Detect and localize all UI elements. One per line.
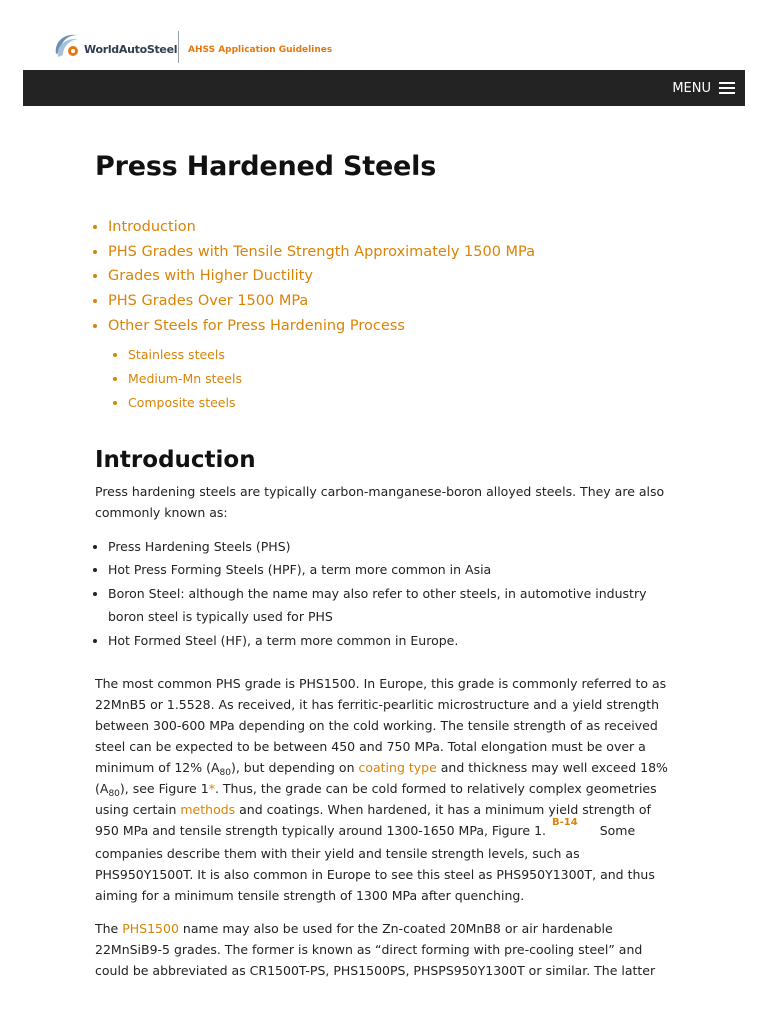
text-run: and coatings. When hardened, it has a minimum yield strength of 950 MPa and tensile strength typically around 1300-1650 MPa, Figure 1. bbox=[95, 802, 651, 839]
text-run: . Thus, the grade can be cold formed to relatively complex geometries using certain bbox=[95, 781, 657, 818]
list-item: • Press Hardening Steels (PHS) bbox=[108, 535, 675, 559]
toc-item bbox=[108, 264, 675, 289]
logo-text: WorldAutoSteel bbox=[84, 43, 178, 56]
toc-item bbox=[108, 215, 675, 240]
hamburger-icon bbox=[719, 82, 735, 94]
intro-paragraph: Press hardening steels are typically carbon-manganese-boron alloyed steels. They are also commonly known as: bbox=[95, 483, 665, 520]
body-paragraph-phs1500 bbox=[95, 673, 675, 906]
text-run: name may also be used for the Zn-coated 20MnB8 or air hardenable 22MnSiB9-5 grades. The former is known as “direct forming with pre-cooling steel” and could be abbreviated as CR1500T-PS, PHS1500PS, PHSPS950Y1300T or similar. The latter bbox=[95, 921, 656, 979]
phs-names-list bbox=[95, 535, 675, 653]
text-run: The most common PHS grade is PHS1500. In Europe, this grade is commonly referred to as 22MnB5 or 1.5528. As received, it has ferritic-pearlitic microstructure and a yield strength between 300-600 MPa depending on the cold working. The tensile strength of as received steel can be expected to be between 450 and 750 MPa. Total elongation must be over a minimum of 12% (A bbox=[95, 676, 667, 776]
toc-item bbox=[108, 314, 675, 415]
toc-item bbox=[108, 289, 675, 314]
methods-link[interactable]: methods bbox=[180, 802, 236, 818]
reference-link-b14[interactable]: B-14 bbox=[552, 817, 578, 829]
figure-footnote-link[interactable]: * bbox=[208, 781, 215, 797]
text-run: Some companies describe them with their yield and tensile strength levels, such as PHS950Y1500T. It is also common in Europe to see this steel as PHS950Y1300T, and thus aiming for a minimum tensile strength of 1300 MPa after quenching. bbox=[95, 823, 655, 904]
body-paragraph-variants bbox=[95, 918, 675, 981]
toc-subitem bbox=[128, 391, 675, 415]
toc-subitem bbox=[128, 343, 675, 367]
toc-link-other-steels[interactable]: Other Steels for Press Hardening Process bbox=[108, 317, 405, 334]
text-run: The bbox=[95, 921, 123, 937]
toc-link-stainless[interactable]: Stainless steels bbox=[128, 346, 225, 362]
subscript: 80 bbox=[108, 789, 120, 800]
toc-subitem bbox=[128, 367, 675, 391]
subscript: 80 bbox=[219, 768, 231, 779]
toc-link-composite[interactable]: Composite steels bbox=[128, 394, 236, 410]
section-heading-introduction: Introduction bbox=[95, 446, 256, 473]
page-title: Press Hardened Steels bbox=[95, 151, 437, 182]
coating-type-link[interactable]: coating type bbox=[358, 760, 437, 776]
worldautosteel-logo[interactable] bbox=[52, 30, 182, 64]
phs1500-link[interactable]: PHS1500 bbox=[122, 921, 179, 937]
header-divider bbox=[178, 31, 179, 63]
toc-item bbox=[108, 240, 675, 265]
toc-link-higher-ductility[interactable]: Grades with Higher Ductility bbox=[108, 268, 313, 285]
header-tagline[interactable]: AHSS Application Guidelines bbox=[188, 45, 333, 55]
toc-sublist bbox=[108, 343, 675, 415]
menu-label: MENU bbox=[672, 80, 711, 96]
text-run: and thickness may well exceed 18% (A bbox=[95, 760, 668, 797]
logo-swoosh-icon bbox=[52, 30, 88, 64]
navbar bbox=[23, 70, 745, 106]
site-header bbox=[0, 0, 768, 70]
toc-link-over-1500[interactable]: PHS Grades Over 1500 MPa bbox=[108, 293, 309, 310]
list-item: • Hot Formed Steel (HF), a term more common in Europe. bbox=[108, 629, 675, 653]
list-item: • Boron Steel: although the name may also refer to other steels, in automotive industry boron steel is typically used for PHS bbox=[108, 582, 675, 629]
text-run: ), see Figure 1 bbox=[119, 781, 209, 797]
table-of-contents bbox=[95, 215, 675, 415]
menu-button[interactable] bbox=[672, 70, 735, 106]
list-item: • Hot Press Forming Steels (HPF), a term more common in Asia bbox=[108, 558, 675, 582]
toc-link-introduction[interactable]: Introduction bbox=[108, 219, 196, 235]
article-content bbox=[95, 145, 675, 981]
toc-link-medium-mn[interactable]: Medium-Mn steels bbox=[128, 370, 242, 386]
text-run: ), but depending on bbox=[230, 760, 359, 776]
toc-link-phs-1500[interactable]: PHS Grades with Tensile Strength Approximately 1500 MPa bbox=[108, 243, 536, 260]
